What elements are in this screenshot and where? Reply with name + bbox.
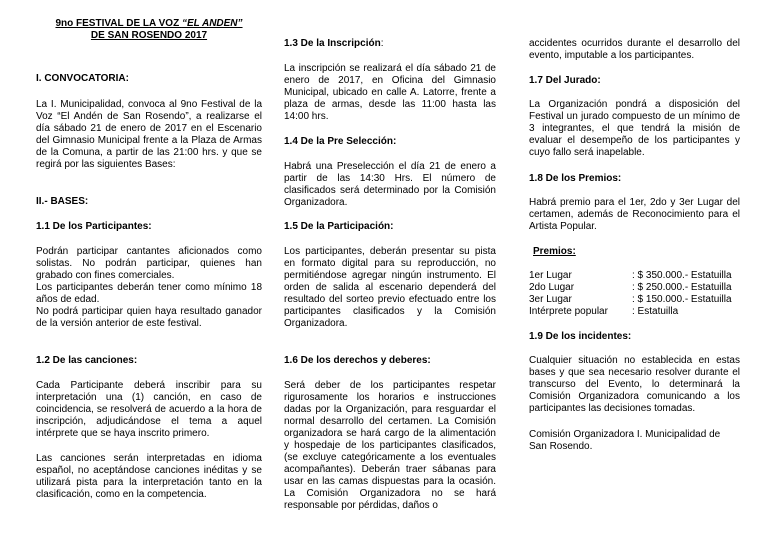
heading-inscripcion-text: 1.3 De la Inscripción <box>284 38 381 49</box>
paragraph-canciones-1: Cada Participante deberá inscribir para su interpretación una (1) canción, en caso de coincidencia, se resolverá de acuerdo a la hora de inscripción, adjudicándose el tema a aquel intérprete que se haya inscrito primero. <box>36 380 262 439</box>
paragraph-participantes-2: Los participantes deberán tener como mínimo 18 años de edad. <box>36 282 262 305</box>
paragraph-participantes-3: No podrá participar quien haya resultado ganador de la versión anterior de este festival. <box>36 306 262 329</box>
heading-derechos: 1.6 De los derechos y deberes: <box>284 355 431 366</box>
heading-participacion: 1.5 De la Participación: <box>284 221 394 232</box>
heading-inscripcion-colon: : <box>380 38 384 49</box>
heading-convocatoria: I. CONVOCATORIA: <box>36 73 129 84</box>
premio-name: Intérprete popular <box>529 306 608 317</box>
paragraph-participantes-1: Podrán participar cantantes aficionados como solistas. No podrán participar, quienes han grabado con fines comerciales. <box>36 246 262 281</box>
premios-label: Premios: <box>533 246 576 257</box>
paragraph-derechos: Será deber de los participantes respetar rigurosamente los horarios e instrucciones dadas por la Organización, para resguardar el normal desarrollo del certamen. La Comisión organizadora se hará cargo de la alimentación y hospedaje de los participantes clasificados, (se excluye categóricamente a los eventuales acompañantes). Deberán traer sábanas para usar en las camas dispuestas para la ocasión. La Comisión Organizadora no se hará responsable por pérdidas, daños o <box>284 380 496 511</box>
premio-value: : $ 350.000.- Estatuilla <box>632 270 732 281</box>
heading-canciones: 1.2 De las canciones: <box>36 355 138 366</box>
document-title <box>36 18 262 42</box>
premio-name: 3er Lugar <box>529 294 572 305</box>
heading-participantes: 1.1 De los Participantes: <box>36 221 152 232</box>
premio-value: : Estatuilla <box>632 306 679 317</box>
heading-premios: 1.8 De los Premios: <box>529 173 622 184</box>
premio-value: : $ 250.000.- Estatuilla <box>632 282 732 293</box>
heading-preseleccion: 1.4 De la Pre Selección: <box>284 136 397 147</box>
premio-name: 1er Lugar <box>529 270 572 281</box>
paragraph-preseleccion: Habrá una Preselección el día 21 de enero a partir de las 14:30 Hrs. El número de clasificados será determinado por la Comisión Organizadora. <box>284 161 496 208</box>
paragraph-jurado: La Organización pondrá a disposición del Festival un jurado compuesto de un mínimo de 3 integrantes, el que tendrá la misión de evaluar el desempeño de los participantes y cuyo fallo será inapelable. <box>529 99 740 158</box>
heading-bases: II.- BASES: <box>36 196 89 207</box>
paragraph-participacion: Los participantes, deberán presentar su pista en formato digital para su reproducción, no permitiéndose agregar ningún instrumento. El orden de salida al escenario dependerá del resultado del sorteo previo efectuado entre los participantes clasificados y la Comisión Organizadora. <box>284 246 496 329</box>
paragraph-convocatoria: La I. Municipalidad, convoca al 9no Festival de la Voz “El Andén de San Rosendo”, a realizarse el día sábado 21 de enero de 2017 en el Escenario del Gimnasio Municipal frente a la Plaza de Armas de la Comuna, a partir de las 21:00 hrs. y que se regirá por las siguientes Bases: <box>36 99 262 170</box>
paragraph-accidentes: accidentes ocurridos durante el desarrollo del evento, imputable a los participantes. <box>529 38 740 61</box>
premio-value: : $ 150.000.- Estatuilla <box>632 294 732 305</box>
title-line-1 <box>36 18 262 30</box>
title-line-2: DE SAN ROSENDO 2017 <box>90 30 208 41</box>
paragraph-premios: Habrá premio para el 1er, 2do y 3er Lugar del certamen, además de Reconocimiento para el Artista Popular. <box>529 197 740 232</box>
paragraph-inscripcion: La inscripción se realizará el día sábado 21 de enero de 2017, en Oficina del Gimnasio Municipal, ubicado en calle A. Latorre, frente a plaza de armas, desde las 11:00 hasta las 14:00 hrs. <box>284 63 496 122</box>
title-anden: “EL ANDEN” <box>181 18 243 29</box>
premio-name: 2do Lugar <box>529 282 575 293</box>
paragraph-firma: Comisión Organizadora I. Municipalidad de San Rosendo. <box>529 429 721 452</box>
heading-jurado: 1.7 Del Jurado: <box>529 75 601 86</box>
title-festival: 9no FESTIVAL DE LA VOZ <box>55 18 182 29</box>
heading-inscripcion <box>284 38 384 50</box>
paragraph-incidentes: Cualquier situación no establecida en estas bases y que sea necesario resolver durante el transcurso del Evento, lo determinará la Comisión Organizadora comunicando a los participantes las decisiones tomadas. <box>529 355 740 414</box>
heading-incidentes: 1.9 De los incidentes: <box>529 331 632 342</box>
paragraph-canciones-2: Las canciones serán interpretadas en idioma español, no aceptándose canciones inéditas y se utilizará pista para la interpretación tanto en la clasificación, como en la competencia. <box>36 453 262 500</box>
